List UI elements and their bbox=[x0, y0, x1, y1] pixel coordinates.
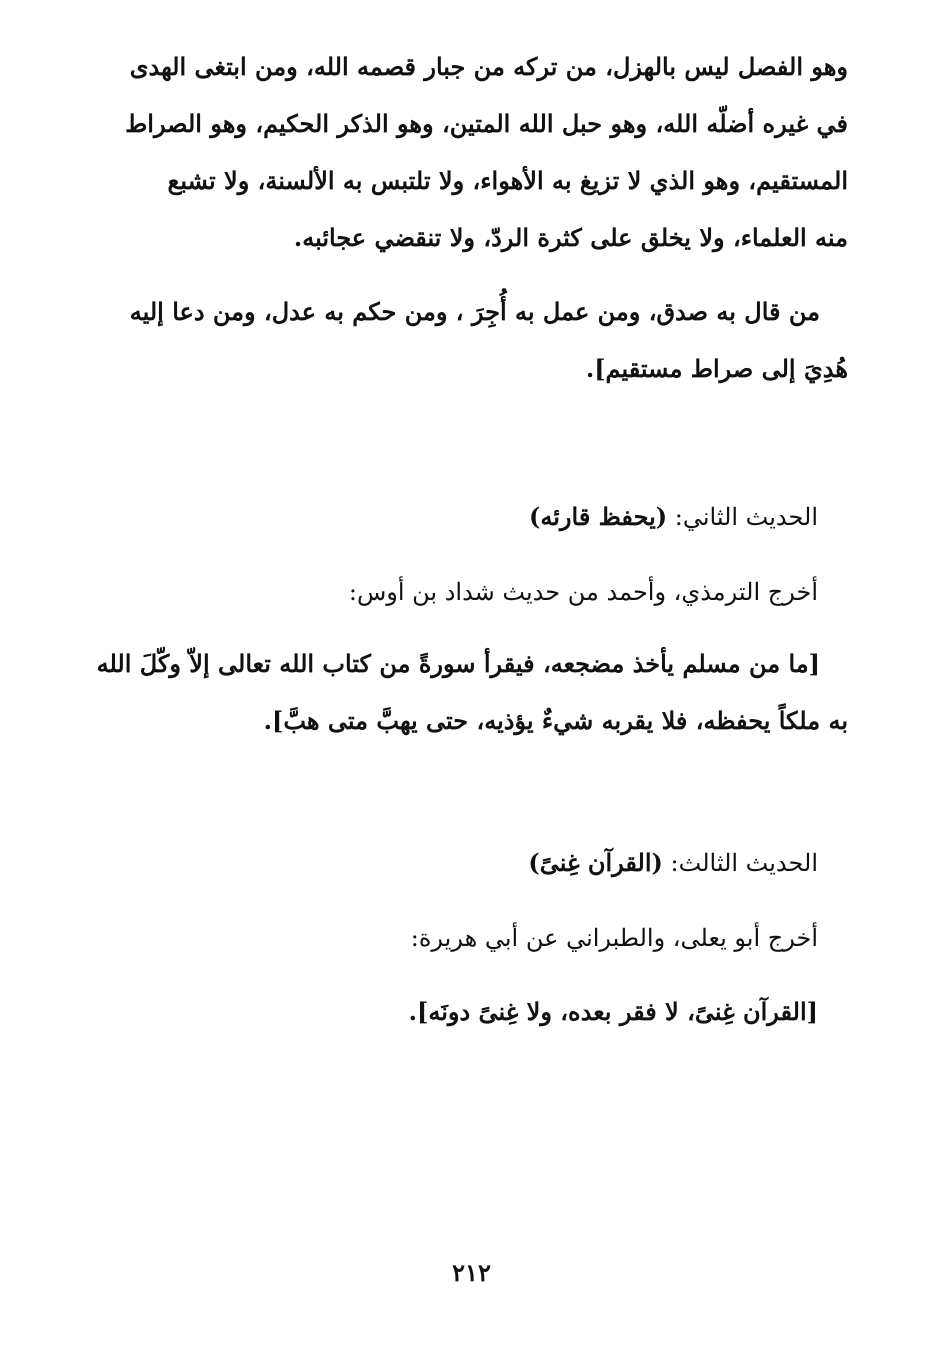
opening-paragraph bbox=[88, 38, 848, 266]
hadith-3-source: أخرج أبو يعلى، والطبراني عن أبي هريرة: bbox=[410, 924, 818, 952]
hadith-text-line: به ملكاً يحفظه، فلا يقربه شيءٌ يؤذيه، حتى يهبَّ متى هبَّ]. bbox=[263, 706, 848, 735]
hadith-3-text: [القرآن غِنىً، لا فقر بعده، ولا غِنىً دونَه]. bbox=[408, 997, 818, 1026]
hadith-2-heading bbox=[529, 497, 818, 537]
paragraph-line: هُدِيَ إلى صراط مستقيم]. bbox=[585, 354, 848, 383]
paragraph-line: في غيره أضلّه الله، وهو حبل الله المتين، وهو الذكر الحكيم، وهو الصراط bbox=[125, 109, 848, 138]
hadith-3-heading bbox=[528, 843, 818, 883]
hadith-heading-title: (يحفظ قارئه) bbox=[529, 502, 668, 531]
paragraph-line: منه العلماء، ولا يخلق على كثرة الردّ، ولا تنقضي عجائبه. bbox=[293, 223, 848, 252]
page-number: ٢١٢ bbox=[452, 1258, 491, 1287]
hadith-text-line: [ما من مسلم يأخذ مضجعه، فيقرأ سورةً من كتاب الله تعالى إلاّ وكّلَ الله bbox=[96, 649, 820, 678]
continuation-paragraph bbox=[88, 283, 848, 397]
paragraph-line: وهو الفصل ليس بالهزل، من تركه من جبار قصمه الله، ومن ابتغى الهدى bbox=[129, 52, 848, 81]
paragraph-line: من قال به صدق، ومن عمل به أُجِرَ ، ومن حكم به عدل، ومن دعا إليه bbox=[129, 297, 820, 326]
hadith-heading-label: الحديث الثالث: bbox=[670, 849, 818, 877]
hadith-2-source: أخرج الترمذي، وأحمد من حديث شداد بن أوس: bbox=[348, 578, 818, 606]
hadith-heading-title: (القرآن غِنىً) bbox=[528, 848, 663, 877]
paragraph-line: المستقيم، وهو الذي لا تزيغ به الأهواء، ولا تلتبس به الألسنة، ولا تشبع bbox=[167, 166, 848, 195]
hadith-heading-label: الحديث الثاني: bbox=[674, 503, 818, 531]
hadith-2-text bbox=[88, 635, 848, 749]
